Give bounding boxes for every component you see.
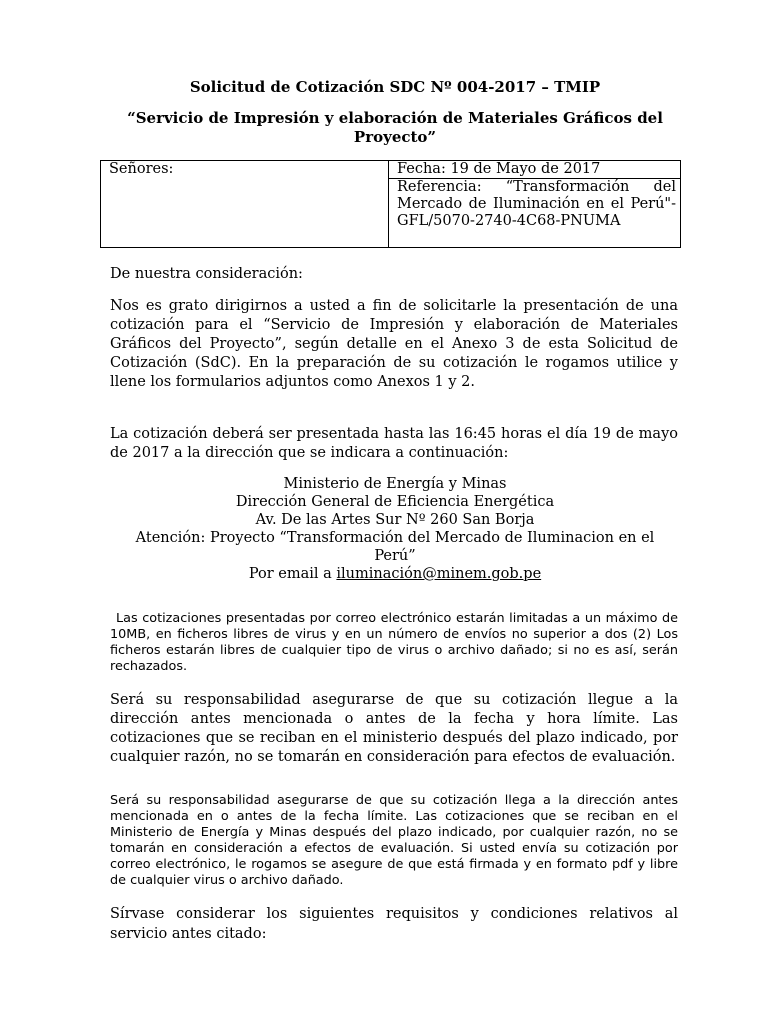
greeting: De nuestra consideración:	[110, 266, 303, 282]
address-line-ministry: Ministerio de Energía y Minas	[283, 476, 507, 492]
date-cell	[389, 161, 681, 179]
recipient-label: Señores:	[109, 161, 174, 177]
info-table	[100, 160, 681, 248]
document-subtitle: “Servicio de Impresión y elaboración de Materiales Gráficos del Proyecto”	[127, 109, 663, 146]
address-line-attention: Atención: Proyecto “Transformación del Mercado de Iluminacion en el Perú”	[135, 530, 655, 564]
document-title: Solicitud de Cotización SDC Nº 004-2017 – TMIP	[189, 78, 601, 96]
address-line-street: Av. De las Artes Sur Nº 260 San Borja	[255, 512, 535, 528]
email-limits-paragraph: Las cotizaciones presentadas por correo electrónico estarán limitadas a un máximo de 10MB, en ficheros libres de virus y en un número de envíos no superior a dos (2) Los ficheros estarán libres de cualquier tipo de virus o archivo dañado; si no es así, serán rechazados.	[110, 611, 678, 674]
address-line-direction: Dirección General de Eficiencia Energética	[235, 494, 555, 510]
address-block	[110, 475, 680, 583]
responsibility-paragraph-1: Será su responsabilidad asegurarse de que su cotización llegue a la dirección antes mencionada o antes de la fecha y hora límite. Las cotizaciones que se reciban en el ministerio después del plazo indicado, por cualquier razón, no se tomarán en consideración para efectos de evaluación.	[110, 692, 678, 765]
deadline-paragraph: La cotización deberá ser presentada hasta las 16:45 horas el día 19 de mayo de 2017 a la dirección que se indicara a continuación:	[110, 426, 678, 461]
email-prefix: Por email a	[248, 566, 337, 582]
email-link[interactable]: iluminación@minem.gob.pe	[336, 566, 542, 582]
date-text: Fecha: 19 de Mayo de 2017	[397, 161, 601, 177]
closing-paragraph: Sírvase considerar los siguientes requisitos y condiciones relativos al servicio antes citado:	[110, 906, 678, 942]
reference-cell	[389, 179, 681, 248]
address-line-email	[110, 565, 680, 583]
reference-text: Referencia: “Transformación del Mercado de Iluminación en el Perú"- GFL/5070-2740-4C68-PNUMA	[397, 179, 676, 229]
responsibility-paragraph-2: Será su responsabilidad asegurarse de que su cotización llega a la dirección antes mencionada en o antes de la fecha límite. Las cotizaciones que se reciban en el Ministerio de Energía y Minas después del plazo indicado, por cualquier razón, no se tomarán en consideración a efectos de evaluación. Si usted envía su cotización por correo electrónico, le rogamos se asegure de que está firmada y en formato pdf y libre de cualquier virus o archivo dañado.	[110, 793, 678, 888]
intro-paragraph: Nos es grato dirigirnos a usted a fin de solicitarle la presentación de una cotización para el “Servicio de Impresión y elaboración de Materiales Gráficos del Proyecto”, según detalle en el Anexo 3 de esta Solicitud de Cotización (SdC). En la preparación de su cotización le rogamos utilice y llene los formularios adjuntos como Anexos 1 y 2.	[110, 298, 678, 390]
recipient-cell	[101, 161, 389, 248]
